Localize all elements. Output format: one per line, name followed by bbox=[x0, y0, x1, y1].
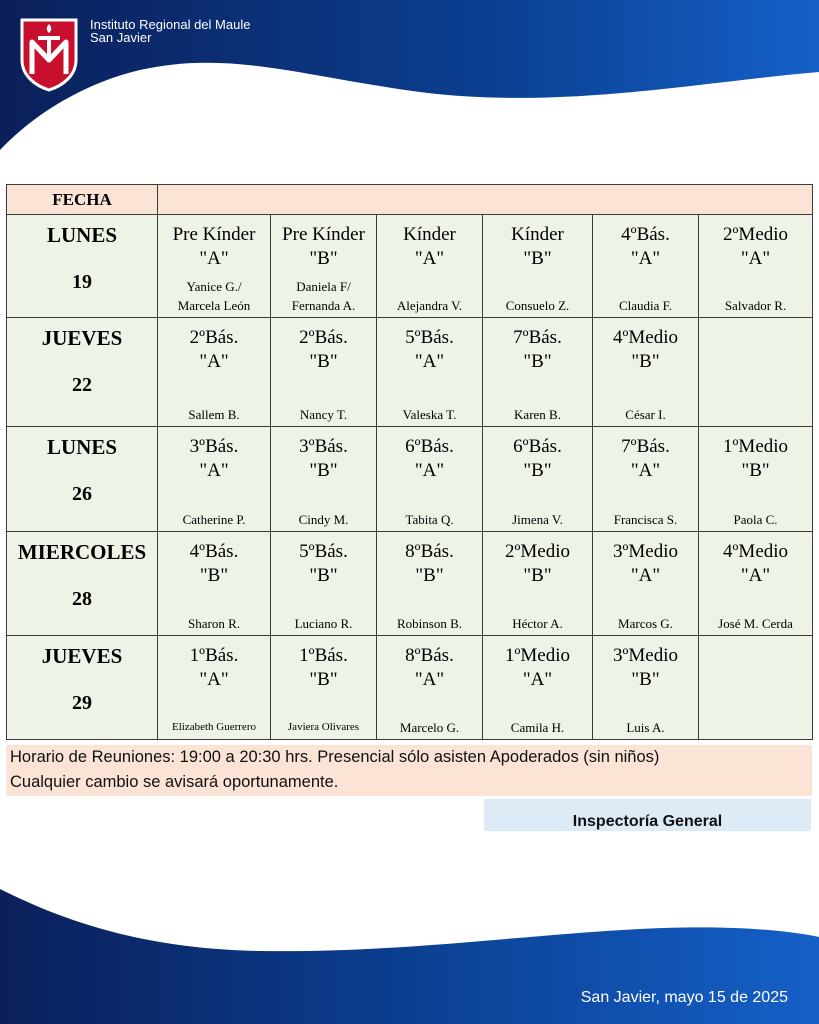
course-line: 4ºBás. bbox=[621, 224, 670, 245]
course-cell bbox=[483, 215, 593, 318]
course-line: "A" bbox=[199, 248, 229, 269]
course-cell bbox=[377, 215, 483, 318]
course-label bbox=[158, 540, 270, 588]
course-line: "A" bbox=[740, 565, 771, 586]
course-line: 3ºBás. bbox=[299, 436, 348, 457]
course-line: "A" bbox=[522, 669, 553, 690]
course-line: 5ºBás. bbox=[405, 327, 454, 348]
teacher-line: Javiera Olivares bbox=[287, 721, 360, 733]
day-name: LUNES bbox=[46, 435, 118, 459]
course-line: 7ºBás. bbox=[621, 436, 670, 457]
course-label bbox=[271, 326, 376, 374]
course-line: 8ºBás. bbox=[405, 645, 454, 666]
teacher-line: Jimena V. bbox=[512, 512, 563, 527]
teacher-name bbox=[483, 296, 592, 315]
day-name: MIERCOLES bbox=[17, 540, 147, 564]
course-label bbox=[377, 435, 482, 483]
course-line: "B" bbox=[523, 351, 552, 372]
day-number: 26 bbox=[72, 483, 92, 505]
table-row bbox=[7, 427, 813, 532]
course-cell bbox=[271, 318, 377, 427]
course-label bbox=[158, 223, 270, 271]
course-cell bbox=[483, 427, 593, 532]
course-cell bbox=[377, 636, 483, 740]
course-label bbox=[271, 540, 376, 588]
course-cell bbox=[158, 427, 271, 532]
teacher-name bbox=[158, 718, 270, 737]
course-line: 3ºMedio bbox=[613, 645, 678, 666]
teacher-name bbox=[158, 405, 270, 424]
course-line: Kínder bbox=[511, 224, 564, 245]
course-line: "B" bbox=[523, 460, 552, 481]
course-label bbox=[158, 326, 270, 374]
course-line: "B" bbox=[199, 565, 229, 586]
course-cell bbox=[483, 636, 593, 740]
course-cell bbox=[699, 636, 813, 740]
day-number: 19 bbox=[72, 271, 92, 293]
course-line: "A" bbox=[414, 669, 445, 690]
course-label bbox=[483, 223, 592, 271]
table-row bbox=[7, 318, 813, 427]
signature-label: Inspectoría General bbox=[484, 799, 811, 831]
course-cell bbox=[158, 215, 271, 318]
teacher-line: Luciano R. bbox=[294, 616, 353, 631]
course-cell bbox=[593, 318, 699, 427]
teacher-name bbox=[158, 277, 270, 315]
day-number: 29 bbox=[72, 692, 92, 714]
course-label bbox=[593, 540, 698, 588]
course-cell bbox=[699, 532, 813, 636]
course-line: 6ºBás. bbox=[405, 436, 454, 457]
table-row bbox=[7, 636, 813, 740]
teacher-name bbox=[377, 718, 482, 737]
day-cell bbox=[7, 636, 158, 740]
day-cell bbox=[7, 427, 158, 532]
day-number: 28 bbox=[72, 588, 92, 610]
course-label bbox=[483, 326, 592, 374]
teacher-line: Sallem B. bbox=[188, 407, 240, 422]
teacher-name bbox=[271, 277, 376, 315]
course-label bbox=[158, 644, 270, 692]
changes-note: Cualquier cambio se avisará oportunamente. bbox=[10, 773, 339, 791]
course-label bbox=[483, 540, 592, 588]
course-line: "B" bbox=[309, 351, 338, 372]
course-line: "A" bbox=[630, 565, 661, 586]
course-line: "A" bbox=[630, 460, 661, 481]
course-line: 5ºBás. bbox=[299, 541, 348, 562]
course-line: 4ºMedio bbox=[613, 327, 678, 348]
teacher-name bbox=[593, 614, 698, 633]
course-label bbox=[377, 326, 482, 374]
teacher-name bbox=[271, 718, 376, 737]
course-line: 7ºBás. bbox=[513, 327, 562, 348]
teacher-line: Fernanda A. bbox=[291, 298, 356, 313]
course-cell bbox=[158, 636, 271, 740]
course-label bbox=[377, 644, 482, 692]
course-cell bbox=[699, 215, 813, 318]
day-cell bbox=[7, 532, 158, 636]
day-number: 22 bbox=[72, 374, 92, 396]
teacher-line: Salvador R. bbox=[724, 298, 787, 313]
teacher-line: Daniela F/ bbox=[296, 279, 351, 294]
teacher-line: Nancy T. bbox=[299, 407, 348, 422]
course-label bbox=[699, 540, 812, 588]
teacher-name bbox=[377, 405, 482, 424]
teacher-line: Catherine P. bbox=[182, 512, 246, 527]
teacher-line: Héctor A. bbox=[512, 616, 563, 631]
course-line: "B" bbox=[309, 565, 338, 586]
course-label bbox=[158, 435, 270, 483]
course-label bbox=[271, 435, 376, 483]
meeting-notes bbox=[6, 745, 812, 796]
course-label bbox=[593, 223, 698, 271]
teacher-name bbox=[377, 614, 482, 633]
course-line: 4ºMedio bbox=[723, 541, 789, 562]
course-cell bbox=[271, 532, 377, 636]
teacher-line: Claudia F. bbox=[618, 298, 673, 313]
course-line: "B" bbox=[415, 565, 444, 586]
institution-city: San Javier bbox=[90, 30, 152, 45]
teacher-name bbox=[593, 405, 698, 424]
course-cell bbox=[377, 318, 483, 427]
day-name: JUEVES bbox=[41, 326, 123, 350]
course-label bbox=[377, 540, 482, 588]
teacher-line: Francisca S. bbox=[613, 512, 678, 527]
course-line: "B" bbox=[309, 460, 338, 481]
teacher-name bbox=[593, 510, 698, 529]
course-line: "A" bbox=[630, 248, 661, 269]
course-line: Pre Kínder bbox=[172, 224, 256, 245]
course-line: 2ºBás. bbox=[299, 327, 348, 348]
course-line: "B" bbox=[309, 669, 338, 690]
meeting-schedule-table bbox=[6, 184, 813, 740]
course-line: "A" bbox=[199, 460, 229, 481]
course-line: "B" bbox=[523, 248, 552, 269]
teacher-line: Robinson B. bbox=[396, 616, 462, 631]
course-line: "A" bbox=[414, 460, 445, 481]
course-cell bbox=[483, 532, 593, 636]
table-header-row bbox=[7, 185, 813, 215]
teacher-name bbox=[158, 614, 270, 633]
course-line: 2ºBás. bbox=[189, 327, 239, 348]
teacher-name bbox=[158, 510, 270, 529]
course-label bbox=[593, 326, 698, 374]
teacher-name bbox=[699, 510, 812, 529]
teacher-line: Alejandra V. bbox=[396, 298, 463, 313]
fecha-header: FECHA bbox=[7, 185, 158, 215]
teacher-line: Luis A. bbox=[626, 720, 665, 735]
course-cell bbox=[377, 427, 483, 532]
header-blank-cell bbox=[158, 185, 813, 215]
course-line: "A" bbox=[199, 351, 229, 372]
teacher-line: Marcelo G. bbox=[399, 720, 460, 735]
day-cell bbox=[7, 215, 158, 318]
teacher-line: Cindy M. bbox=[298, 512, 349, 527]
teacher-name bbox=[593, 718, 698, 737]
course-label bbox=[271, 644, 376, 692]
course-cell bbox=[593, 532, 699, 636]
course-cell bbox=[593, 427, 699, 532]
teacher-line: Tabita Q. bbox=[405, 512, 454, 527]
teacher-line: Valeska T. bbox=[402, 407, 457, 422]
day-cell bbox=[7, 318, 158, 427]
course-line: 4ºBás. bbox=[189, 541, 239, 562]
course-cell bbox=[271, 215, 377, 318]
course-label bbox=[271, 223, 376, 271]
teacher-line: Marcela León bbox=[177, 298, 251, 313]
footer-date: San Javier, mayo 15 de 2025 bbox=[580, 989, 788, 1006]
course-line: 2ºMedio bbox=[505, 541, 570, 562]
course-line: "B" bbox=[631, 669, 660, 690]
course-line: 1ºMedio bbox=[505, 645, 570, 666]
teacher-name bbox=[483, 614, 592, 633]
day-name: LUNES bbox=[46, 223, 118, 247]
institution-header bbox=[90, 18, 250, 44]
teacher-name bbox=[271, 614, 376, 633]
teacher-name bbox=[593, 296, 698, 315]
table-row bbox=[7, 532, 813, 636]
course-line: "B" bbox=[741, 460, 770, 481]
institution-name: Instituto Regional del Maule bbox=[90, 17, 251, 32]
teacher-name bbox=[377, 510, 482, 529]
course-label bbox=[699, 435, 812, 483]
teacher-name bbox=[699, 614, 812, 633]
teacher-line: Sharon R. bbox=[188, 616, 240, 631]
course-cell bbox=[158, 532, 271, 636]
teacher-line: Paola C. bbox=[733, 512, 778, 527]
course-label bbox=[483, 644, 592, 692]
meeting-hours-note: Horario de Reuniones: 19:00 a 20:30 hrs. Presencial sólo asisten Apoderados (sin niños) bbox=[10, 748, 660, 766]
course-line: "A" bbox=[740, 248, 771, 269]
course-cell bbox=[271, 636, 377, 740]
course-cell bbox=[483, 318, 593, 427]
course-line: 6ºBás. bbox=[513, 436, 562, 457]
course-label bbox=[377, 223, 482, 271]
course-cell bbox=[158, 318, 271, 427]
course-line: 1ºMedio bbox=[723, 436, 789, 457]
course-line: 3ºMedio bbox=[613, 541, 678, 562]
course-line: "A" bbox=[414, 248, 445, 269]
teacher-name bbox=[483, 405, 592, 424]
course-line: "A" bbox=[199, 669, 229, 690]
course-line: 3ºBás. bbox=[189, 436, 239, 457]
course-cell bbox=[271, 427, 377, 532]
teacher-line: José M. Cerda bbox=[718, 616, 793, 631]
course-cell bbox=[593, 215, 699, 318]
teacher-line: Consuelo Z. bbox=[505, 298, 570, 313]
course-cell bbox=[699, 318, 813, 427]
teacher-line: Yanice G./ bbox=[186, 279, 242, 294]
teacher-line: Elizabeth Guerrero bbox=[172, 721, 256, 733]
course-label bbox=[483, 435, 592, 483]
teacher-line: Karen B. bbox=[514, 407, 561, 422]
course-line: 1ºBás. bbox=[189, 645, 239, 666]
teacher-name bbox=[483, 718, 592, 737]
teacher-line: César I. bbox=[625, 407, 666, 422]
course-line: 1ºBás. bbox=[299, 645, 348, 666]
teacher-name bbox=[271, 405, 376, 424]
course-cell bbox=[377, 532, 483, 636]
teacher-line: Camila H. bbox=[510, 720, 565, 735]
course-cell bbox=[593, 636, 699, 740]
school-crest-logo bbox=[16, 16, 82, 92]
course-label bbox=[593, 435, 698, 483]
course-cell bbox=[699, 427, 813, 532]
teacher-name bbox=[699, 296, 812, 315]
course-label bbox=[593, 644, 698, 692]
course-line: 8ºBás. bbox=[405, 541, 454, 562]
table-row bbox=[7, 215, 813, 318]
course-label bbox=[699, 223, 812, 271]
day-name: JUEVES bbox=[41, 644, 123, 668]
teacher-name bbox=[377, 296, 482, 315]
course-line: "B" bbox=[523, 565, 552, 586]
course-line: Kínder bbox=[403, 224, 456, 245]
course-line: Pre Kínder bbox=[282, 224, 365, 245]
teacher-line: Marcos G. bbox=[618, 616, 673, 631]
teacher-name bbox=[483, 510, 592, 529]
course-line: "B" bbox=[631, 351, 660, 372]
course-line: "A" bbox=[414, 351, 445, 372]
course-line: 2ºMedio bbox=[723, 224, 789, 245]
teacher-name bbox=[271, 510, 376, 529]
course-line: "B" bbox=[309, 248, 338, 269]
